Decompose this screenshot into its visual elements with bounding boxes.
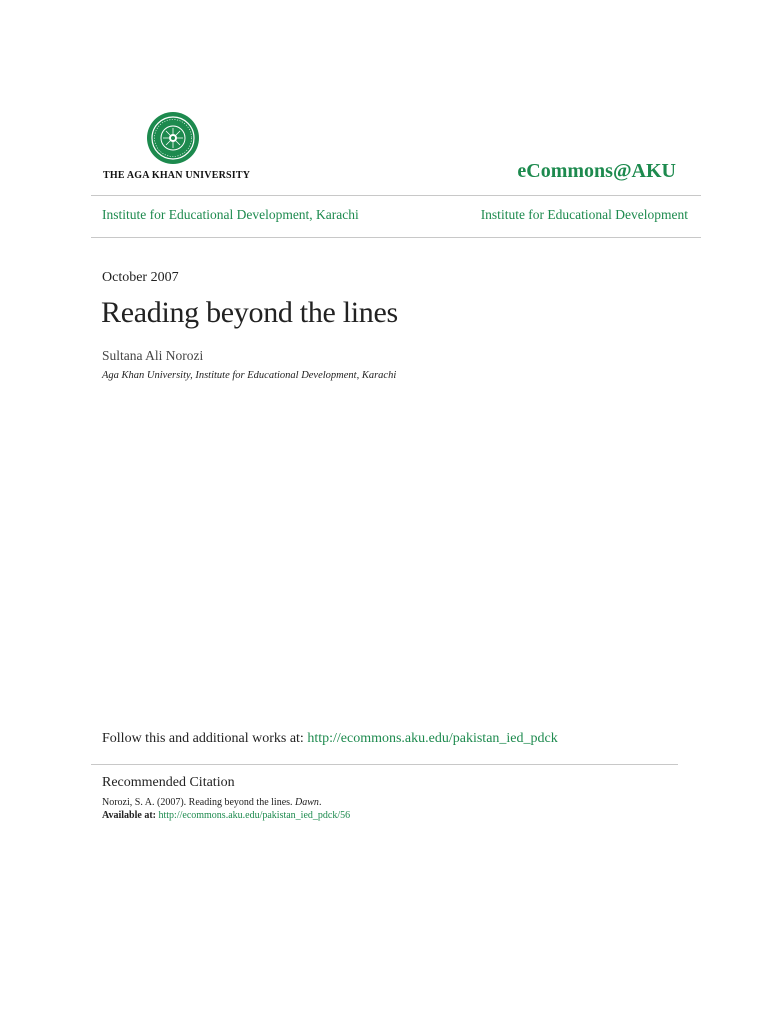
citation-text — [102, 797, 321, 808]
citation-suffix: . — [318, 797, 322, 808]
follow-text: Follow this and additional works at: — [102, 731, 308, 746]
available-at-line — [102, 810, 350, 821]
publication-date: October 2007 — [102, 270, 179, 285]
citation-heading: Recommended Citation — [102, 775, 235, 790]
aku-seal-icon — [146, 111, 200, 165]
ecommons-brand-link[interactable]: eCommons@AKU — [517, 160, 676, 182]
divider — [91, 764, 678, 765]
collection-link[interactable]: http://ecommons.aku.edu/pakistan_ied_pdck — [307, 731, 558, 746]
citation-body: Norozi, S. A. (2007). Reading beyond the lines. — [102, 797, 296, 808]
author-name: Sultana Ali Norozi — [102, 348, 204, 363]
citation-source: Dawn — [295, 797, 319, 808]
author-affiliation: Aga Khan University, Institute for Educational Development, Karachi — [102, 370, 397, 381]
follow-line — [102, 731, 558, 747]
item-link[interactable]: http://ecommons.aku.edu/pakistan_ied_pdck/56 — [158, 810, 351, 821]
department-link-karachi[interactable]: Institute for Educational Development, Karachi — [102, 207, 359, 222]
divider — [91, 195, 701, 196]
department-link[interactable]: Institute for Educational Development — [480, 207, 688, 222]
university-name: THE AGA KHAN UNIVERSITY — [103, 170, 251, 181]
divider — [91, 237, 701, 238]
document-title: Reading beyond the lines — [101, 296, 398, 329]
available-label: Available at: — [102, 810, 156, 821]
